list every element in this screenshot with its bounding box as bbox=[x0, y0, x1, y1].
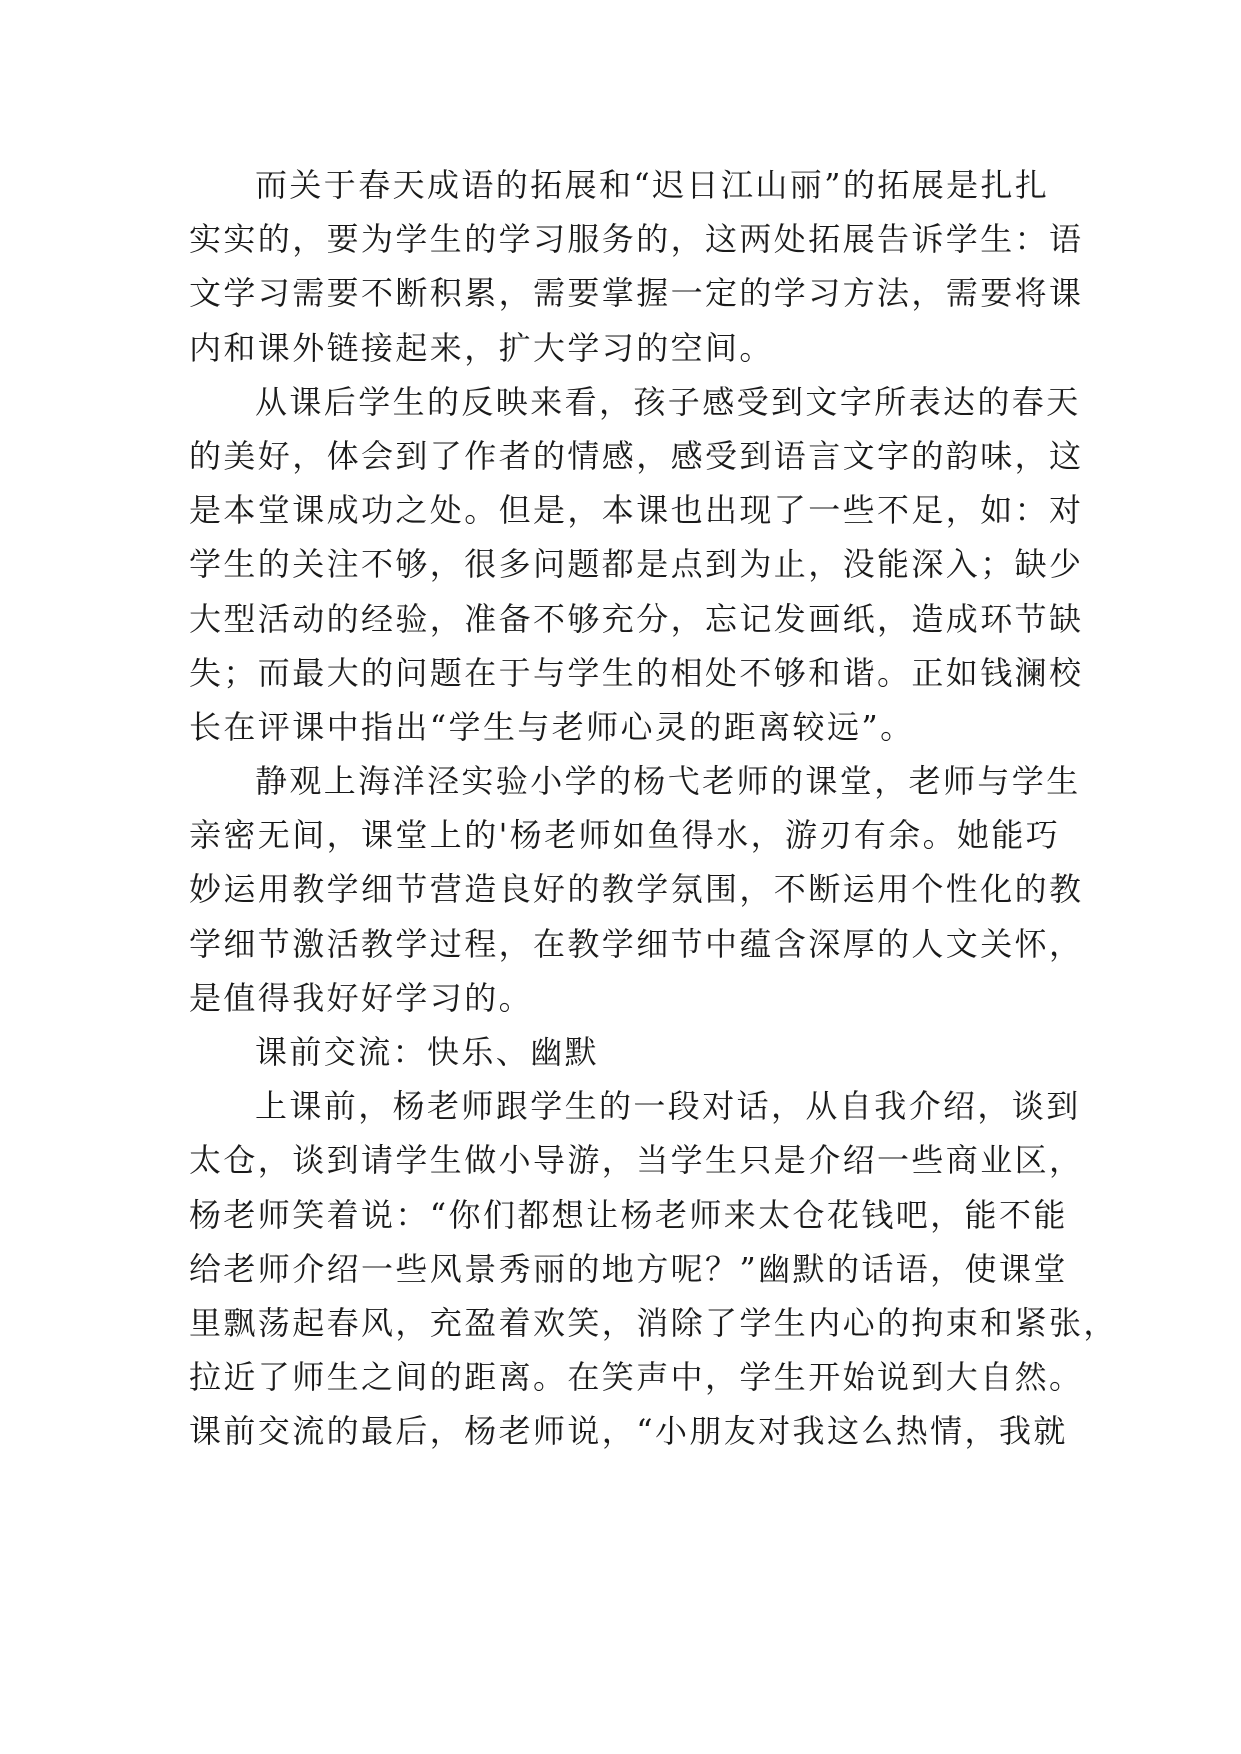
text-line: 失；而最大的问题在于与学生的相处不够和谐。正如钱澜校 bbox=[189, 653, 1084, 692]
text-line: 的美好，体会到了作者的情感，感受到语言文字的韵味，这 bbox=[189, 436, 1084, 475]
text-line: 内和课外链接起来，扩大学习的空间。 bbox=[189, 328, 774, 367]
text-line: 学生的关注不够，很多问题都是点到为止，没能深入；缺少 bbox=[189, 545, 1084, 584]
text-line: 杨老师笑着说：“你们都想让杨老师来太仓花钱吧，能不能 bbox=[189, 1195, 1068, 1234]
text-line: 是值得我好好学习的。 bbox=[189, 978, 534, 1017]
text-line: 从课后学生的反映来看，孩子感受到文字所表达的春天 bbox=[255, 382, 1081, 421]
text-line: 而关于春天成语的拓展和“迟日江山丽”的拓展是扎扎 bbox=[255, 166, 1050, 204]
text-line: 妙运用教学细节营造良好的教学氛围，不断运用个性化的教 bbox=[189, 870, 1084, 909]
text-line: 长在评课中指出“学生与老师心灵的距离较远”。 bbox=[189, 707, 915, 746]
text-line: 课前交流的最后，杨老师说，“小朋友对我这么热情，我就 bbox=[189, 1412, 1068, 1451]
text-line: 上课前，杨老师跟学生的一段对话，从自我介绍，谈到 bbox=[255, 1087, 1081, 1126]
text-line: 学细节激活教学过程，在教学细节中蕴含深厚的人文关怀， bbox=[189, 924, 1084, 963]
text-line: 实实的，要为学生的学习服务的，这两处拓展告诉学生：语 bbox=[189, 220, 1084, 259]
text-line: 是本堂课成功之处。但是，本课也出现了一些不足，如：对 bbox=[189, 491, 1084, 530]
text-line: 太仓，谈到请学生做小导游，当学生只是介绍一些商业区， bbox=[189, 1141, 1084, 1180]
text-line: 里飘荡起春风，充盈着欢笑，消除了学生内心的拘束和紧张， bbox=[189, 1303, 1118, 1342]
text-line: 静观上海洋泾实验小学的杨弋老师的课堂，老师与学生 bbox=[255, 762, 1081, 801]
text-line: 拉近了师生之间的距离。在笑声中，学生开始说到大自然。 bbox=[189, 1358, 1084, 1397]
text-line: 文学习需要不断积累，需要掌握一定的学习方法，需要将课 bbox=[189, 274, 1084, 313]
text-line: 给老师介绍一些风景秀丽的地方呢？”幽默的话语，使课堂 bbox=[189, 1249, 1068, 1288]
document-page bbox=[189, 158, 1118, 1459]
text-line: 大型活动的经验，准备不够充分，忘记发画纸，造成环节缺 bbox=[189, 599, 1084, 638]
section-heading: 课前交流：快乐、幽默 bbox=[255, 1033, 600, 1071]
text-line: 亲密无间，课堂上的'杨老师如鱼得水，游刃有余。她能巧 bbox=[189, 816, 1061, 855]
